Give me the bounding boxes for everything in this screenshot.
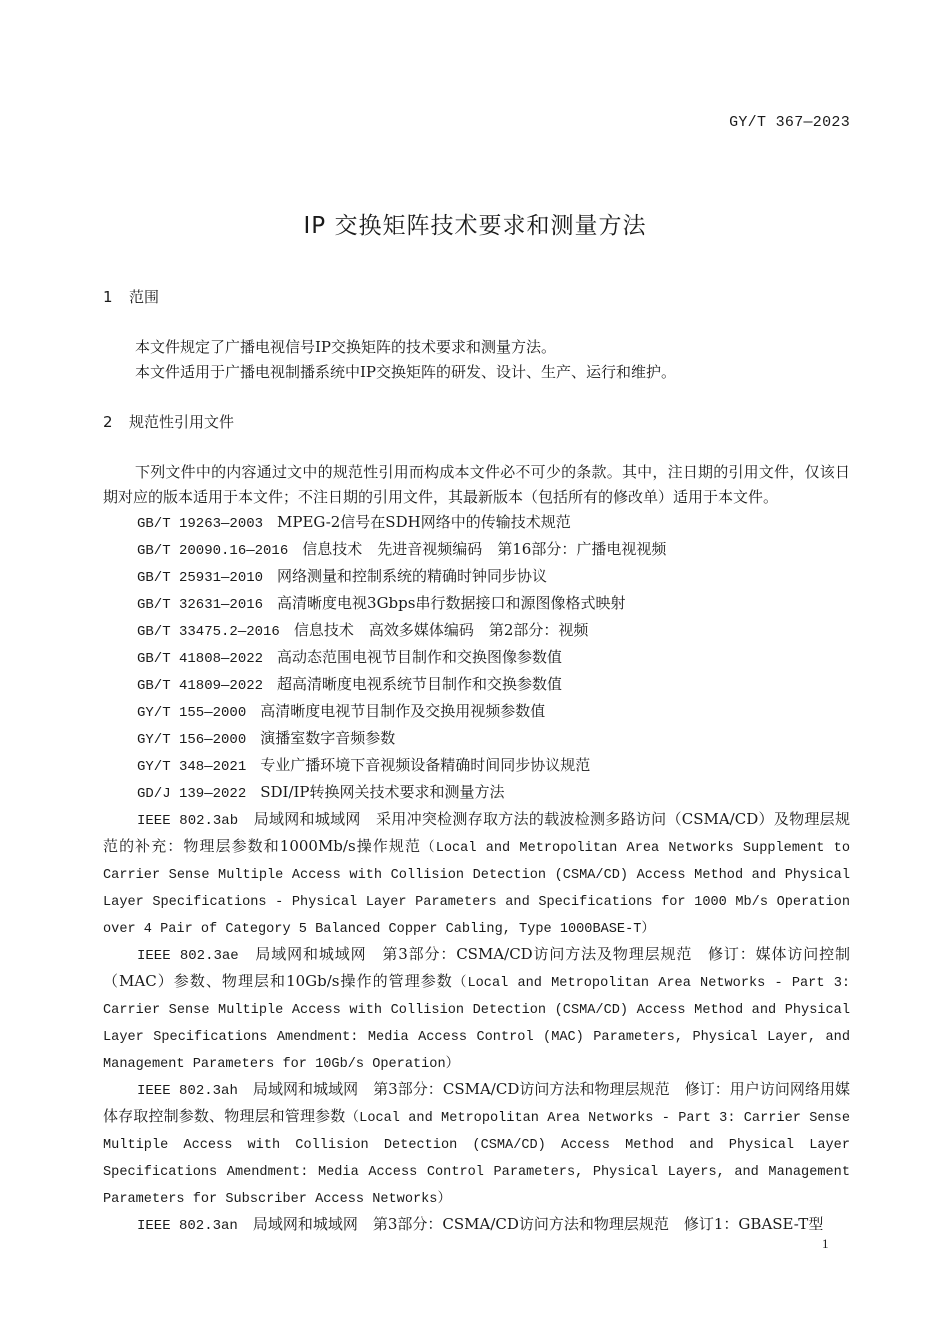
section-heading (103, 410, 850, 435)
ieee-reference-list (103, 807, 850, 1239)
reference-code: IEEE 802.3an (137, 1218, 238, 1234)
document-body (103, 285, 850, 1239)
reference-item (137, 645, 850, 672)
ieee-reference-item (103, 1212, 850, 1239)
reference-item (137, 591, 850, 618)
reference-title: MPEG-2信号在SDH网络中的传输技术规范 (277, 513, 571, 531)
reference-list (103, 510, 850, 807)
reference-item (137, 510, 850, 537)
reference-title-en: （Local and Metropolitan Area Networks Supplement to Carrier Sense Multiple Access with Collision Detection (CSMA/CD) Access Method and Physical Layer Specifications - Physical Layer Parameters and Specifications for 1000 Mb/s Operation over 4 Pair of Category 5 Balanced Copper Cabling, Type 1000BASE-T） (103, 841, 850, 937)
section-number: 2 (103, 413, 113, 431)
reference-code: GY/T 155—2000 (137, 705, 247, 721)
reference-code: GB/T 41808—2022 (137, 651, 264, 667)
reference-code: GB/T 32631—2016 (137, 597, 264, 613)
paragraph: 本文件规定了广播电视信号IP交换矩阵的技术要求和测量方法。 (135, 338, 557, 356)
ieee-reference-item (103, 807, 850, 942)
reference-code: GY/T 156—2000 (137, 732, 247, 748)
paragraph: 本文件适用于广播电视制播系统中IP交换矩阵的研发、设计、生产、运行和维护。 (135, 363, 677, 381)
standard-code: GY/T 367—2023 (729, 114, 850, 131)
reference-code: GD/J 139—2022 (137, 786, 247, 802)
document-title: IP 交换矩阵技术要求和测量方法 (303, 213, 647, 239)
section-heading (103, 285, 850, 310)
reference-code: IEEE 802.3ae (137, 948, 239, 964)
section-scope (103, 285, 850, 385)
reference-item (137, 564, 850, 591)
reference-item (137, 753, 850, 780)
reference-title-en: （Local and Metropolitan Area Networks - Part 3: Carrier Sense Multiple Access with Collision Detection (CSMA/CD) Access Method and Physical Layer Specifications Amendment: Media Access Control Parameters, Physical Layers, and Management Parameters for Subscriber Access Networks） (103, 1111, 850, 1207)
reference-title: 网络测量和控制系统的精确时钟同步协议 (277, 567, 548, 585)
page-number: 1 (822, 1236, 829, 1251)
reference-item (137, 726, 850, 753)
reference-code: GB/T 19263—2003 (137, 516, 264, 532)
reference-item (137, 672, 850, 699)
reference-item (137, 537, 850, 564)
reference-title-cn: 局域网和城域网 第3部分：CSMA/CD访问方法及物理层规范 修订：媒体访问控制（MAC）参数、物理层和10Gb/s操作的管理参数 (103, 945, 850, 990)
reference-title-cn: 局域网和城域网 第3部分：CSMA/CD访问方法和物理层规范 修订1：GBASE-T型 (252, 1215, 824, 1233)
reference-title: 专业广播环境下音视频设备精确时间同步协议规范 (260, 756, 591, 774)
reference-item (137, 780, 850, 807)
reference-title: 高动态范围电视节目制作和交换图像参数值 (277, 648, 563, 666)
reference-item (137, 618, 850, 645)
paragraph: 下列文件中的内容通过文中的规范性引用而构成本文件必不可少的条款。其中，注日期的引用文件，仅该日期对应的版本适用于本文件；不注日期的引用文件，其最新版本（包括所有的修改单）适用于本文件。 (103, 463, 850, 506)
ieee-reference-item (103, 942, 850, 1077)
reference-title: 高清晰度电视3Gbps串行数据接口和源图像格式映射 (277, 594, 626, 612)
reference-code: GY/T 348—2021 (137, 759, 247, 775)
reference-item (137, 699, 850, 726)
reference-title-cn: 局域网和城域网 第3部分：CSMA/CD访问方法和物理层规范 修订：用户访问网络用媒体存取控制参数、物理层和管理参数 (103, 1080, 850, 1125)
reference-code: GB/T 41809—2022 (137, 678, 264, 694)
reference-title: 演播室数字音频参数 (260, 729, 396, 747)
section-normative-references (103, 410, 850, 1239)
ieee-reference-item (103, 1077, 850, 1212)
reference-code: IEEE 802.3ah (137, 1083, 238, 1099)
reference-title: 超高清晰度电视系统节目制作和交换参数值 (277, 675, 563, 693)
reference-title: 信息技术 先进音视频编码 第16部分：广播电视视频 (302, 540, 667, 558)
reference-title: 信息技术 高效多媒体编码 第2部分：视频 (293, 621, 589, 639)
section-title: 规范性引用文件 (129, 413, 235, 431)
reference-code: GB/T 25931—2010 (137, 570, 264, 586)
reference-code: GB/T 33475.2—2016 (137, 624, 280, 640)
reference-code: IEEE 802.3ab (137, 813, 239, 829)
reference-title-cn: 局域网和城域网 采用冲突检测存取方法的载波检测多路访问（CSMA/CD）及物理层规范的补充：物理层参数和1000Mb/s操作规范 (103, 810, 850, 855)
reference-code: GB/T 20090.16—2016 (137, 543, 289, 559)
reference-title-en: （Local and Metropolitan Area Networks - Part 3: Carrier Sense Multiple Access with Collision Detection (CSMA/CD) Access Method and Physical Layer Specifications Amendment: Media Access Control (MAC) Parameters, Physical Layer, and Management Parameters for 10Gb/s Operation） (103, 976, 851, 1072)
section-number: 1 (103, 288, 113, 306)
reference-title: 高清晰度电视节目制作及交换用视频参数值 (260, 702, 546, 720)
reference-title: SDI/IP转换网关技术要求和测量方法 (260, 783, 505, 801)
section-title: 范围 (129, 288, 160, 306)
